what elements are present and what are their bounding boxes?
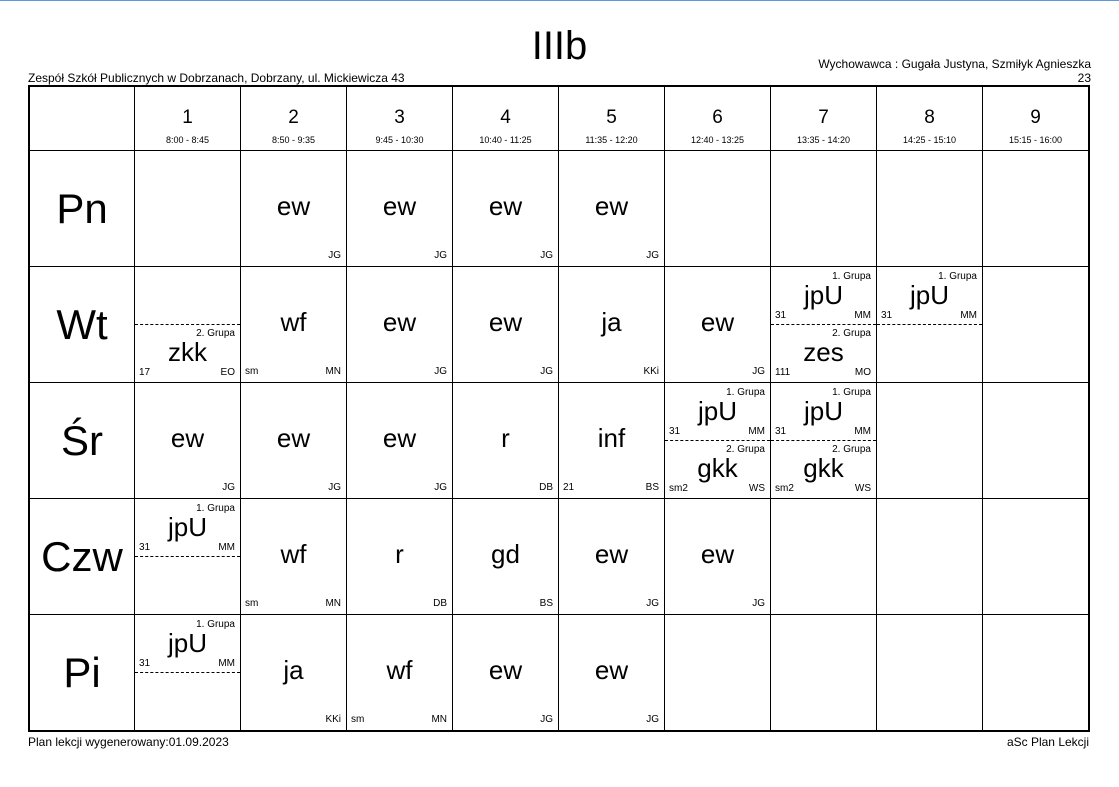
lesson-cell xyxy=(877,499,983,615)
period-header-row xyxy=(29,86,1089,151)
lesson-cell xyxy=(559,151,665,267)
lesson-subject: ew xyxy=(382,191,417,221)
lesson-subject: ew xyxy=(276,191,311,221)
period-time: 13:35 - 14:20 xyxy=(796,135,851,145)
lesson-subject: ew xyxy=(700,539,735,569)
lesson-room: sm xyxy=(351,714,365,725)
group-lesson-bottom xyxy=(877,324,982,381)
lesson-teacher: MM xyxy=(218,658,235,669)
period-number: 2 xyxy=(288,107,299,128)
period-number: 7 xyxy=(818,107,829,128)
period-header-5 xyxy=(559,86,665,151)
period-number: 9 xyxy=(1030,107,1041,128)
period-header-4 xyxy=(453,86,559,151)
lesson-teacher: MN xyxy=(431,714,447,725)
period-header-7 xyxy=(771,86,877,151)
lesson-subject: ew xyxy=(594,191,629,221)
period-time: 15:15 - 16:00 xyxy=(1008,135,1063,145)
lesson-cell xyxy=(453,499,559,615)
lesson-room: 31 xyxy=(775,310,787,321)
lesson-teacher: DB xyxy=(539,482,553,493)
period-header-2 xyxy=(241,86,347,151)
lesson-cell xyxy=(135,383,241,499)
lesson-subject: inf xyxy=(597,423,626,453)
lesson-subject: jpU xyxy=(167,512,207,542)
group-lesson-bottom xyxy=(135,324,240,381)
lesson-room: sm xyxy=(245,366,259,377)
lesson-subject: jpU xyxy=(909,280,949,310)
lesson-teacher: MM xyxy=(748,426,765,437)
lesson-room: sm2 xyxy=(669,483,688,494)
lesson-cell xyxy=(453,383,559,499)
lesson-subject: gkk xyxy=(697,453,738,483)
school-name: Zespół Szkół Publicznych w Dobrzanach, Dobrzany, ul. Mickiewicza 43 xyxy=(28,71,405,85)
lesson-subject: wf xyxy=(386,655,413,685)
lesson-room: 21 xyxy=(563,482,575,493)
lesson-cell xyxy=(983,267,1090,383)
lesson-teacher: JG xyxy=(434,250,447,261)
period-time: 14:25 - 15:10 xyxy=(902,135,957,145)
lesson-room: 31 xyxy=(139,658,151,669)
period-number: 1 xyxy=(182,107,193,128)
group-lesson-bottom xyxy=(135,556,240,613)
lesson-cell xyxy=(665,151,771,267)
lesson-teacher: MN xyxy=(325,366,341,377)
lesson-subject: ew xyxy=(488,307,523,337)
lesson-teacher: MM xyxy=(854,426,871,437)
period-number: 6 xyxy=(712,107,723,128)
lesson-subject: zes xyxy=(803,337,844,367)
lesson-teacher: JG xyxy=(646,250,659,261)
lesson-cell xyxy=(771,267,877,383)
lesson-subject: ew xyxy=(594,539,629,569)
lesson-cell xyxy=(135,615,241,732)
lesson-teacher: JG xyxy=(646,714,659,725)
lesson-cell xyxy=(135,499,241,615)
group-lesson-top xyxy=(771,267,876,325)
period-number: 3 xyxy=(394,107,405,128)
lesson-cell xyxy=(877,267,983,383)
period-header-8 xyxy=(877,86,983,151)
day-label: Wt xyxy=(29,267,135,383)
group-lesson-top xyxy=(877,267,982,325)
lesson-room: 31 xyxy=(881,310,893,321)
group-label: 2. Grupa xyxy=(832,328,871,339)
lesson-subject: gkk xyxy=(803,453,844,483)
lesson-teacher: BS xyxy=(645,482,659,493)
lesson-cell xyxy=(983,151,1090,267)
lesson-teacher: JG xyxy=(434,482,447,493)
group-label: 1. Grupa xyxy=(832,387,871,398)
lesson-cell xyxy=(241,499,347,615)
lesson-subject: jpU xyxy=(803,396,843,426)
lesson-subject: ew xyxy=(700,307,735,337)
lesson-room: 31 xyxy=(775,426,787,437)
lesson-room: 17 xyxy=(139,367,151,378)
lesson-cell xyxy=(347,499,453,615)
lesson-cell xyxy=(453,615,559,732)
group-label: 2. Grupa xyxy=(832,444,871,455)
lesson-room: 31 xyxy=(139,542,151,553)
lesson-room: 111 xyxy=(775,367,791,378)
day-label: Czw xyxy=(29,499,135,615)
period-time: 9:45 - 10:30 xyxy=(375,135,424,145)
period-header-3 xyxy=(347,86,453,151)
lesson-cell xyxy=(771,151,877,267)
page-number: 23 xyxy=(1077,71,1091,85)
lesson-teacher: JG xyxy=(328,482,341,493)
lesson-teacher: BS xyxy=(539,598,553,609)
period-time: 12:40 - 13:25 xyxy=(690,135,745,145)
group-lesson-bottom xyxy=(771,440,876,497)
lesson-teacher: KKi xyxy=(325,714,341,725)
lesson-cell xyxy=(559,499,665,615)
lesson-teacher: MO xyxy=(854,367,871,378)
lesson-subject: jpU xyxy=(803,280,843,310)
lesson-cell xyxy=(771,499,877,615)
lesson-teacher: MM xyxy=(960,310,977,321)
period-time: 8:50 - 9:35 xyxy=(271,135,316,145)
group-lesson-bottom xyxy=(665,440,770,497)
lesson-cell xyxy=(771,383,877,499)
group-lesson-top xyxy=(665,383,770,441)
lesson-cell xyxy=(241,383,347,499)
lesson-cell xyxy=(241,267,347,383)
lesson-teacher: KKi xyxy=(643,366,659,377)
homeroom-teacher: Wychowawca : Gugała Justyna, Szmiłyk Agnieszka xyxy=(818,57,1091,71)
lesson-cell xyxy=(771,615,877,732)
lesson-cell xyxy=(665,267,771,383)
lesson-subject: ew xyxy=(488,191,523,221)
period-time: 8:00 - 8:45 xyxy=(165,135,210,145)
lesson-cell xyxy=(135,267,241,383)
lesson-cell xyxy=(983,499,1090,615)
lesson-cell xyxy=(347,151,453,267)
lesson-teacher: WS xyxy=(748,483,765,494)
lesson-subject: ew xyxy=(488,655,523,685)
lesson-teacher: JG xyxy=(540,250,553,261)
lesson-teacher: JG xyxy=(222,482,235,493)
lesson-cell xyxy=(453,267,559,383)
lesson-teacher: EO xyxy=(220,367,235,378)
lesson-cell xyxy=(877,615,983,732)
lesson-room: sm xyxy=(245,598,259,609)
group-lesson-top xyxy=(135,267,240,325)
lesson-teacher: JG xyxy=(752,366,765,377)
period-time: 10:40 - 11:25 xyxy=(479,135,532,145)
lesson-room: sm2 xyxy=(775,483,794,494)
group-lesson-bottom xyxy=(771,324,876,381)
lesson-teacher: JG xyxy=(752,598,765,609)
lesson-cell xyxy=(983,383,1090,499)
day-label: Pn xyxy=(29,151,135,267)
period-time: 11:35 - 12:20 xyxy=(585,135,638,145)
group-label: 1. Grupa xyxy=(938,271,977,282)
group-label: 1. Grupa xyxy=(196,619,235,630)
lesson-teacher: JG xyxy=(646,598,659,609)
lesson-cell xyxy=(347,615,453,732)
lesson-teacher: MM xyxy=(854,310,871,321)
lesson-teacher: MN xyxy=(325,598,341,609)
group-label: 2. Grupa xyxy=(196,328,235,339)
lesson-cell xyxy=(559,615,665,732)
group-lesson-top xyxy=(135,499,240,557)
lesson-teacher: WS xyxy=(854,483,871,494)
lesson-cell xyxy=(559,267,665,383)
day-row-pn xyxy=(29,151,1089,267)
period-number: 5 xyxy=(606,107,617,128)
lesson-cell xyxy=(241,615,347,732)
lesson-teacher: JG xyxy=(328,250,341,261)
lesson-subject: ew xyxy=(170,423,205,453)
timetable-body xyxy=(29,151,1089,732)
lesson-cell xyxy=(665,383,771,499)
lesson-cell xyxy=(347,267,453,383)
lesson-subject: ew xyxy=(276,423,311,453)
lesson-subject: ew xyxy=(594,655,629,685)
lesson-cell xyxy=(559,383,665,499)
lesson-teacher: JG xyxy=(540,714,553,725)
timetable-grid xyxy=(28,85,1090,732)
lesson-subject: wf xyxy=(280,539,307,569)
group-lesson-top xyxy=(771,383,876,441)
group-lesson-top xyxy=(135,615,240,673)
lesson-cell xyxy=(665,615,771,732)
lesson-teacher: DB xyxy=(433,598,447,609)
day-label: Pi xyxy=(29,615,135,732)
lesson-subject: jpU xyxy=(167,628,207,658)
period-header-6 xyxy=(665,86,771,151)
lesson-cell xyxy=(877,383,983,499)
lesson-subject: jpU xyxy=(697,396,737,426)
group-label: 1. Grupa xyxy=(832,271,871,282)
class-title: IIIb xyxy=(531,24,588,68)
lesson-subject: r xyxy=(395,539,404,569)
top-border-line xyxy=(0,0,1119,1)
group-label: 1. Grupa xyxy=(726,387,765,398)
corner-cell xyxy=(29,86,135,151)
lesson-subject: gd xyxy=(491,539,520,569)
lesson-cell xyxy=(241,151,347,267)
period-number: 4 xyxy=(500,107,511,128)
day-label: Śr xyxy=(29,383,135,499)
lesson-cell xyxy=(347,383,453,499)
lesson-teacher: MM xyxy=(218,542,235,553)
lesson-subject: zkk xyxy=(168,337,207,367)
group-label: 2. Grupa xyxy=(726,444,765,455)
period-header-9 xyxy=(983,86,1090,151)
lesson-teacher: JG xyxy=(540,366,553,377)
group-lesson-bottom xyxy=(135,672,240,729)
lesson-cell xyxy=(983,615,1090,732)
lesson-subject: ja xyxy=(283,655,304,685)
lesson-subject: ja xyxy=(601,307,622,337)
lesson-room: 31 xyxy=(669,426,681,437)
day-row-wt xyxy=(29,267,1089,383)
lesson-cell xyxy=(135,151,241,267)
lesson-subject: r xyxy=(501,423,510,453)
lesson-teacher: JG xyxy=(434,366,447,377)
lesson-subject: ew xyxy=(382,423,417,453)
period-number: 8 xyxy=(924,107,935,128)
generated-date: Plan lekcji wygenerowany:01.09.2023 xyxy=(28,735,229,749)
app-name: aSc Plan Lekcji xyxy=(1006,735,1089,749)
lesson-cell xyxy=(453,151,559,267)
period-header-1 xyxy=(135,86,241,151)
day-row-śr xyxy=(29,383,1089,499)
lesson-cell xyxy=(665,499,771,615)
group-label: 1. Grupa xyxy=(196,503,235,514)
day-row-pi xyxy=(29,615,1089,732)
lesson-subject: wf xyxy=(280,307,307,337)
lesson-subject: ew xyxy=(382,307,417,337)
day-row-czw xyxy=(29,499,1089,615)
lesson-cell xyxy=(877,151,983,267)
